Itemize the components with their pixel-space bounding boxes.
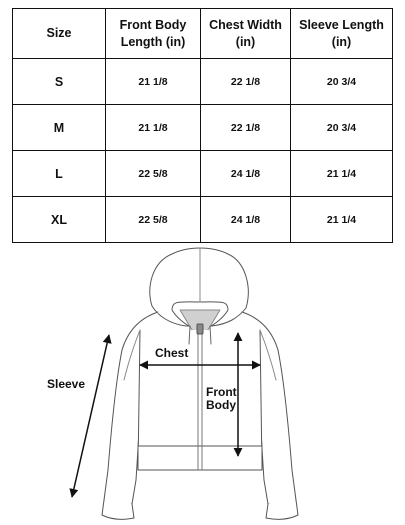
header-front-body-line2: Length (in) (120, 34, 186, 49)
chest-width-cell: 22 1/8 (201, 59, 291, 105)
sleeve-label: Sleeve (47, 377, 86, 391)
header-sleeve-line1: Sleeve Length (299, 17, 384, 32)
header-chest-width (201, 9, 291, 59)
chest-width-cell: 22 1/8 (201, 105, 291, 151)
size-cell: S (13, 59, 106, 105)
header-size-label: Size (46, 26, 72, 40)
zipper-pull (197, 324, 203, 334)
front-body-length-cell: 22 5/8 (106, 151, 201, 197)
hoodie-sketch (102, 248, 298, 519)
chest-width-cell: 24 1/8 (201, 151, 291, 197)
sleeve-length-cell: 20 3/4 (291, 59, 393, 105)
front-body-length-cell: 21 1/8 (106, 105, 201, 151)
size-cell: L (13, 151, 106, 197)
table-header-row (13, 9, 393, 59)
size-cell: XL (13, 197, 106, 243)
front-body-length-cell: 21 1/8 (106, 59, 201, 105)
size-chart-table (12, 8, 393, 243)
chest-width-cell: 24 1/8 (201, 197, 291, 243)
header-sleeve-length (291, 9, 393, 59)
waistband (138, 446, 262, 470)
hoodie-measurement-diagram (0, 240, 405, 525)
sleeve-length-cell: 21 1/4 (291, 197, 393, 243)
sleeve-length-cell: 21 1/4 (291, 151, 393, 197)
sleeve-arrow (72, 335, 109, 497)
size-cell: M (13, 105, 106, 151)
header-front-body-length (106, 9, 201, 59)
table-row (13, 197, 393, 243)
table-row (13, 151, 393, 197)
header-front-body-line1: Front Body (119, 17, 187, 32)
front-body-label-line1: Front (206, 385, 237, 399)
sleeve-length-cell: 20 3/4 (291, 105, 393, 151)
chest-label: Chest (155, 346, 189, 360)
table-row (13, 105, 393, 151)
header-chest-line1: Chest Width (209, 17, 282, 32)
header-chest-line2: (in) (235, 34, 256, 49)
header-size (13, 9, 106, 59)
table-row (13, 59, 393, 105)
front-body-length-cell: 22 5/8 (106, 197, 201, 243)
front-body-label-line2: Body (206, 398, 236, 412)
header-sleeve-line2: (in) (331, 34, 352, 49)
